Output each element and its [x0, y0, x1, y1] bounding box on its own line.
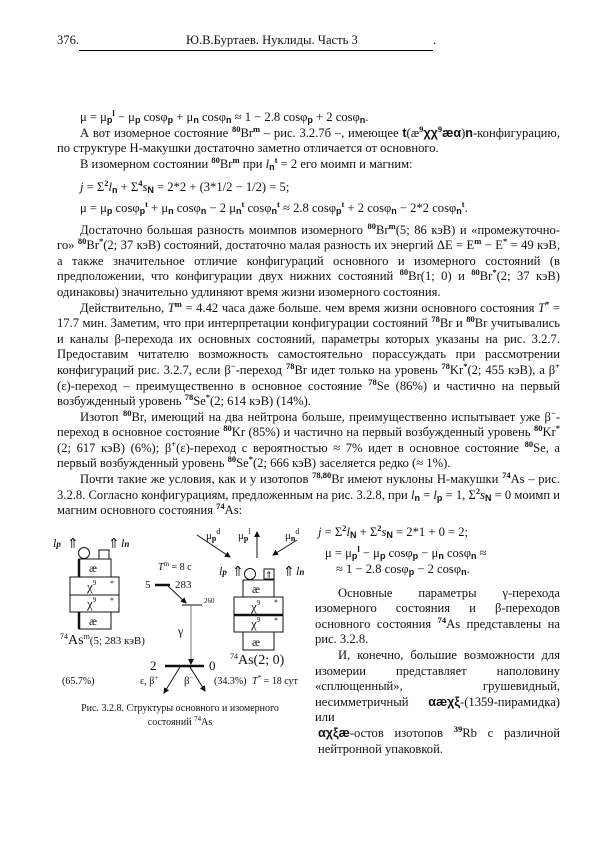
equation-mu-74as-1 [315, 546, 560, 562]
text-sub: n [438, 551, 444, 562]
text-sub: p [436, 492, 443, 503]
svg-text:æ: æ [252, 581, 261, 596]
text-sup: * [205, 392, 211, 403]
text-b: χχ [423, 125, 438, 140]
text-i: l [346, 524, 350, 539]
text-run: = 1, Σ [442, 487, 476, 502]
text-sup: * [502, 236, 508, 247]
text-run: (2; 37 кэВ) одинаковы) значительно удлиняют время жизни изомерного состояния. [57, 269, 560, 299]
text-run: Br [240, 125, 254, 140]
text-run: -конфигурацию, по структуре Н-макушки достаточно заметно отличается от основного. [57, 125, 560, 156]
svg-text:*: * [274, 597, 278, 607]
text-sup: t [277, 198, 280, 209]
text-run: cosφ [198, 110, 227, 124]
paragraph-gamma-params [315, 586, 560, 648]
text-run: Br идет только на уровень [294, 362, 442, 377]
equation-mu-ground [57, 110, 560, 126]
text-sup: m [232, 154, 240, 165]
text-sub: n [269, 161, 275, 172]
text-sup: * [555, 423, 560, 434]
text-run: Изотоп [80, 409, 123, 424]
text-run: -переход [235, 362, 286, 377]
text-i: T [538, 300, 546, 315]
text-run: Действительно, [80, 300, 168, 315]
text-sup: 80 [471, 267, 480, 278]
text-sup: t [461, 198, 465, 209]
text-run: -(1359-пирамидка) или [315, 694, 560, 725]
text-run: Br, имеющий на два нейтрона больше, преимущественно испытывает уже β [131, 409, 551, 424]
text-b: αχξæ [318, 725, 350, 740]
header-dot: . [433, 33, 437, 47]
text-i: l [108, 180, 112, 195]
text-run: μ = μ [80, 110, 107, 124]
text-run: = 4.42 часа даже больше. чем время жизни основного состояния [181, 300, 539, 315]
text-i: l [410, 487, 415, 502]
svg-text:χ9: $\chi^9$ [251, 598, 261, 614]
text-run: Se (86%) и частично на первый возбужденный уровень [57, 378, 560, 409]
text-sup: 78,80 [312, 470, 332, 481]
text-sub: p [412, 551, 419, 562]
text-run: (ε)-переход с вероятностью ≈ 7% идет в основное состояние [176, 440, 525, 455]
text-run: = 49 кэВ, а также значительное отличие конфигураций основного и изомерного состояний (в предположении, что конфигурации двух нижних состояний [57, 238, 560, 284]
text-run: Se [236, 456, 249, 471]
text-sub: p [379, 551, 386, 562]
text-run: Br имеют нуклоны Н-макушки [331, 472, 503, 487]
text-run: (2; 617 кэВ) (6%); β [57, 440, 172, 455]
text-sub: N [349, 529, 357, 540]
text-sup: t [341, 198, 345, 209]
paragraph-isomerism [315, 648, 560, 726]
svg-text:*: * [274, 615, 278, 625]
text-run: cosφ [385, 546, 413, 561]
svg-text:(34.3%): (34.3%) [214, 675, 247, 687]
text-run: Основные параметры γ-перехода изомерного состояния и β-переходов основного состояния [315, 585, 560, 631]
text-run: – рис. 3.2.7б –, имеющее [260, 125, 403, 140]
text-i: s [142, 180, 148, 195]
text-run: Br [376, 222, 389, 237]
text-run: Kr [449, 362, 464, 377]
running-title: Ю.В.Буртаев. Нуклиды. Часть 3 [186, 33, 358, 47]
text-run: ) [461, 125, 466, 140]
text-sub: N [484, 492, 492, 503]
text-sup: 74 [502, 470, 511, 481]
text-sup: l [112, 108, 115, 118]
text-i: s [381, 524, 387, 539]
text-run: Rb с различной нейтронной упаковкой. [318, 725, 560, 756]
svg-text:γ: γ [178, 623, 184, 638]
svg-text:Tm = 8 с: $T^m = 8$ с [158, 559, 192, 573]
text-run: + 2 cosφ [312, 110, 360, 124]
text-sub: n [359, 115, 366, 125]
svg-text:(65.7%): (65.7%) [62, 675, 95, 687]
svg-text:χ9: $\chi^9$ [87, 595, 97, 611]
text-run: = 2 его моимп и магним: [277, 156, 413, 171]
text-sup: 78 [441, 360, 450, 371]
text-sup: * [545, 298, 550, 309]
spin-arrow-icon: ⇑ [283, 564, 295, 580]
text-i: l [433, 487, 437, 502]
text-sup: 80 [466, 314, 475, 325]
text-sub: n [414, 492, 420, 503]
text-run: + μ [173, 110, 194, 124]
text-run: As представлены на рис. 3.2.8. [315, 616, 561, 647]
text-run: -остов изотопов [349, 725, 454, 740]
text-sub: N [147, 185, 154, 196]
text-run: As – рис. 3.2.8. Согласно конфигурациям, предложенным на рис. 3.2.8, при [57, 472, 560, 502]
svg-text:0: 0 [209, 657, 216, 673]
text-run: Br [219, 156, 233, 171]
text-run: As: [224, 503, 243, 518]
text-run: = 2*2 + (3*1/2 − 1/2) = 5; [153, 180, 290, 195]
text-i: j [318, 524, 322, 539]
text-sub: p [139, 205, 146, 216]
text-sub: n [168, 205, 174, 216]
text-sub: p [106, 115, 113, 125]
text-run: ≈ 1 − 2.8 cosφ [231, 110, 308, 124]
text-run: (2; 666 кэВ) заселяется редко (≈ 1%). [252, 456, 451, 471]
text-run: А вот изомерное состояние [80, 125, 232, 140]
text-run: (2; 37 кэВ) состояний, достаточно малая разность их энергий ΔE = E [103, 238, 475, 253]
text-run: Br [86, 238, 99, 253]
text-run: − 2 μ [206, 200, 236, 215]
text-run: = 0 моимп и магним основного состояния [57, 487, 561, 518]
text-sup: t [274, 154, 278, 165]
paragraph-rb-core [315, 723, 560, 757]
text-sub: p [307, 115, 313, 125]
text-sup: 74 [216, 501, 225, 512]
right-column [315, 522, 561, 757]
text-sup: m [474, 236, 482, 247]
text-run: Se [193, 394, 206, 409]
svg-text:ln: ln [296, 563, 305, 578]
text-run: − 2 cosφ [414, 562, 462, 577]
text-sup: − [550, 407, 556, 418]
text-run: . [466, 562, 470, 577]
text-run: . [365, 110, 369, 124]
svg-text:74Asm(5; 283 кэВ): $^{74}$As$^m$(5; 283 кэВ) [60, 631, 145, 648]
text-run: = Σ [83, 180, 105, 195]
text-i: j [80, 180, 84, 195]
paragraph-isomer-80br [57, 123, 560, 157]
text-run: Kr [542, 425, 556, 440]
svg-text:T* = 18 сут: T* = 18 сут [252, 673, 298, 687]
text-run: . [464, 200, 468, 215]
text-run: + μ [147, 200, 169, 215]
text-run: + 2 cosφ [344, 200, 392, 215]
header-rule [79, 50, 433, 51]
text-sub: p [408, 567, 415, 578]
text-run: при [239, 156, 266, 171]
text-sup: m [174, 298, 182, 309]
text-sup: 80 [77, 236, 87, 247]
paragraph-80br [57, 407, 561, 472]
figure-cell [53, 525, 315, 740]
text-run: − μ [359, 546, 380, 561]
paragraph-lifetime [57, 298, 560, 410]
text-sub: n [471, 551, 477, 562]
text-sup: + [555, 360, 560, 371]
svg-text:æ: æ [252, 634, 261, 649]
svg-text:283: 283 [175, 578, 192, 591]
text-b: αæχξ [428, 694, 461, 709]
page-number: 376. [57, 33, 80, 47]
text-b: n [465, 125, 473, 140]
text-sup: * [248, 454, 253, 465]
text-sup: 80 [227, 454, 237, 465]
text-sup: 78 [368, 376, 377, 387]
text-sup: 80 [533, 423, 543, 434]
text-run: (2; 614 кэВ) (14%). [210, 394, 311, 409]
text-sub: n [391, 205, 397, 216]
text-run: μ = μ [80, 200, 107, 215]
paragraph-isomer-moimp [57, 154, 560, 173]
text-run: (2; 455 кэВ), а β [467, 362, 556, 377]
equation-j-isomer [57, 180, 560, 196]
text-sub: n [461, 567, 467, 578]
text-run: cosφ [244, 200, 272, 215]
text-run: (æ [406, 125, 420, 140]
text-run: + Σ [117, 180, 139, 195]
text-sup: − [230, 360, 236, 371]
spin-arrow-icon: ⇑ [108, 536, 120, 552]
text-sup: 78 [285, 360, 295, 371]
text-run: Br и [439, 316, 467, 331]
text-run: = Σ [321, 524, 343, 539]
text-i: s [480, 487, 485, 502]
svg-text:2: 2 [150, 657, 157, 673]
text-sup: 78 [184, 392, 194, 403]
text-run: (ε)-переход – преимущественно в основное состояние [57, 378, 369, 393]
text-sub: n [226, 115, 232, 125]
text-run: cosφ [112, 200, 140, 215]
text-sup: t [241, 198, 245, 209]
paragraph-moimp-difference [57, 220, 560, 301]
text-sup: 39 [453, 723, 463, 734]
text-run: − E [481, 238, 503, 253]
figure-and-column [53, 522, 561, 757]
svg-text:lp: lp [53, 535, 61, 550]
text-sup: 2 [377, 522, 382, 533]
svg-text:*: * [110, 595, 114, 605]
spin-arrow-icon: ⇑ [67, 536, 79, 552]
text-run: − μ [114, 110, 135, 124]
text-sup: 2 [104, 178, 109, 189]
text-sub: n [456, 205, 462, 216]
text-sup: 9 [419, 123, 424, 134]
text-i: l [265, 156, 270, 171]
svg-text:74As(2; 0): $^{74}$As(2; 0) [230, 651, 285, 668]
svg-text:5: 5 [145, 578, 151, 591]
text-run: cosφ [173, 200, 201, 215]
text-sub: p [351, 551, 358, 562]
text-sub: n [193, 115, 199, 125]
text-run: (5; 86 кэВ) и «промежуточно-го» [57, 222, 560, 253]
text-run: В изомерном состоянии [80, 156, 212, 171]
text-sup: 4 [138, 178, 143, 189]
svg-text:260: 260 [204, 596, 215, 605]
page-body [53, 108, 561, 757]
svg-text:æ: æ [89, 560, 98, 575]
text-run: ≈ 2.8 cosφ [279, 200, 337, 215]
svg-text:β−: β− [184, 673, 194, 687]
isomer-structure [53, 536, 145, 648]
text-sup: 80 [223, 423, 232, 434]
text-run: − μ [418, 546, 439, 561]
text-run: И, конечно, большие возможности для изомерии представляет наполовину «сплющенный», грушевидный, несимметричный [315, 648, 560, 709]
text-run: − 2*2 cosφ [396, 200, 457, 215]
text-run: Br учитывались и каналы β-перехода их основных состояний, параметры которых указаны на рис. 3.2.7. Предоставим читателю возможность самостоятельно порассуждать при рассмотрении конфигураций рис. 3.2.7, если β [57, 316, 560, 377]
text-sub: p [336, 205, 342, 216]
text-run: μ = μ [325, 546, 352, 561]
text-run: ≈ 1 − 2.8 cosφ [336, 562, 409, 577]
text-run: ≈ [476, 546, 487, 561]
text-run: Почти такие же условия, как и у изотопов [80, 472, 313, 487]
text-sup: 80 [123, 407, 132, 418]
text-sup: 9 [437, 123, 443, 134]
text-run: = 2*1 + 0 = 2; [392, 524, 469, 539]
text-sup: 80 [231, 123, 241, 134]
text-sub: n [200, 205, 207, 216]
text-sup: * [463, 360, 468, 371]
figure-3-2-8 [40, 525, 320, 740]
text-run: = 17.7 мин. Заметим, что при интерпретации конфигурации состояний [57, 300, 560, 331]
equation-j-74as [315, 522, 560, 541]
text-run: cosφ [443, 546, 472, 561]
text-run: Достаточно большая разность моимпов изомерного [80, 222, 368, 237]
spin-arrow-icon: ⇑ [232, 564, 244, 580]
spin-arrow-icon: ⇑ [265, 569, 273, 580]
text-sup: m [388, 220, 396, 231]
text-run: Br(1; 0) и [408, 269, 472, 284]
text-sub: n [235, 205, 242, 216]
text-sub: p [167, 115, 174, 125]
svg-text:χ9: $\chi^9$ [87, 578, 97, 594]
text-sup: 80 [211, 154, 220, 165]
text-sub: n [111, 185, 118, 196]
text-run: + Σ [356, 524, 378, 539]
text-sup: 80 [524, 438, 534, 449]
svg-text:ε, β+: ε, β+ [140, 673, 159, 687]
text-sup: 74 [437, 614, 447, 625]
text-sup: l [357, 544, 360, 555]
figure-caption-line2: состояний $^{74}$As [147, 714, 213, 728]
svg-text:æ: æ [89, 613, 98, 628]
paragraph-74as [57, 472, 560, 519]
text-sub: n [271, 205, 278, 216]
svg-text:lp: lp [219, 563, 227, 578]
svg-text:μnd: $\mu n^d$ [285, 526, 300, 543]
text-sup: t [145, 198, 148, 209]
text-sub: p [134, 115, 141, 125]
text-sup: * [98, 236, 104, 247]
text-run: cosφ [140, 110, 168, 124]
text-sup: * [492, 267, 497, 278]
text-sup: + [171, 438, 177, 449]
equation-mu-isomer [57, 198, 560, 217]
text-sub: N [386, 529, 393, 540]
svg-text:μpd: $\mu p^d$ [206, 526, 221, 543]
text-run: = [419, 487, 434, 502]
text-run: Se, а первый возбужденный уровень [57, 440, 561, 471]
figure-caption-line1: Рис. 3.2.8. Структуры основного и изомерного [81, 702, 279, 714]
svg-text:ln: ln [121, 535, 130, 550]
text-run: Kr (85%) и частично на первый возбужденный уровень [231, 425, 534, 440]
text-sup: 78 [431, 314, 440, 325]
text-b: æα [442, 125, 462, 140]
text-sup: 2 [342, 522, 347, 533]
text-sup: 2 [475, 485, 481, 496]
text-sup: 80 [367, 220, 377, 231]
text-run: Br [479, 269, 493, 284]
text-sup: 80 [399, 267, 409, 278]
text-sub: p [106, 205, 113, 216]
svg-text:μpl: $\mu p^l$ [238, 526, 251, 543]
equation-mu-74as-2 [315, 562, 560, 578]
text-b: t [402, 125, 407, 140]
text-sup: m [253, 123, 261, 134]
text-i: T [167, 300, 175, 315]
svg-text:*: * [110, 578, 114, 588]
text-run: -переход в основное состояние [57, 409, 561, 440]
svg-text:χ9: $\chi^9$ [251, 615, 261, 631]
